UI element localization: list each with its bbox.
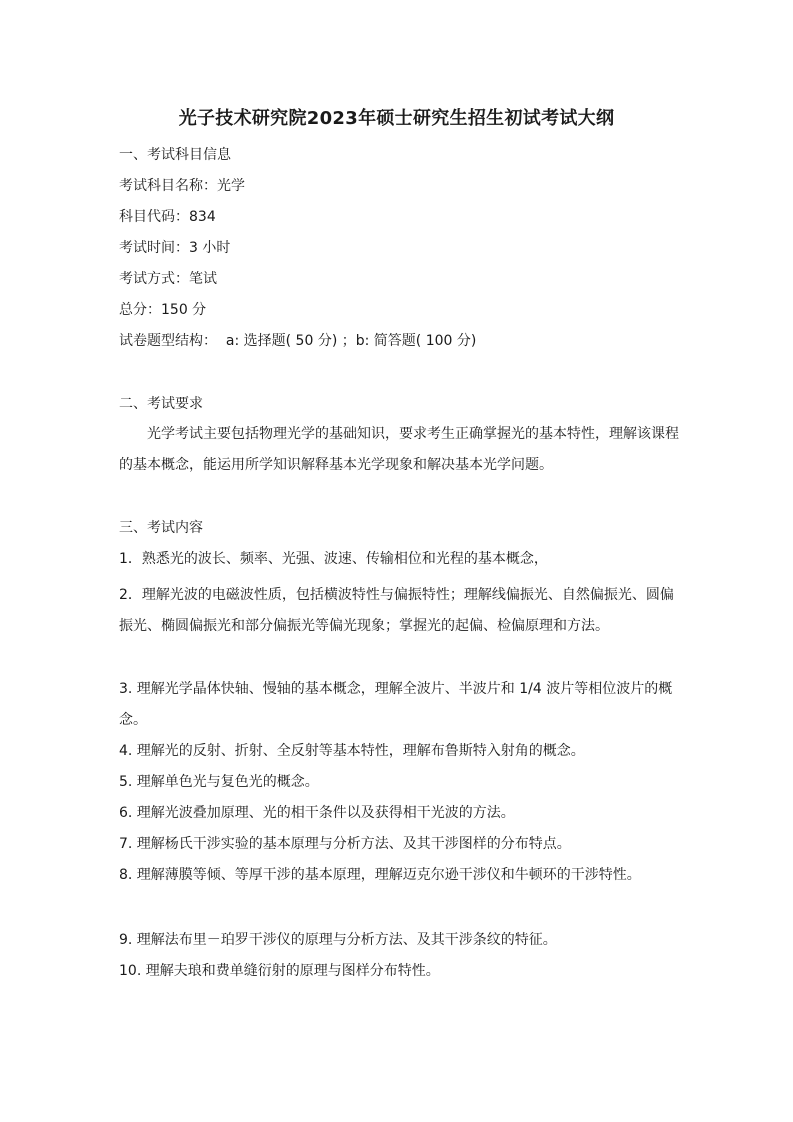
content-item: 6. 理解光波叠加原理、光的相干条件以及获得相干光波的方法。 [119,805,515,821]
section-heading-content: 三、考试内容 [119,520,203,536]
content-item: 1．熟悉光的波长、频率、光强、波速、传输相位和光程的基本概念， [119,551,548,567]
content-item: 8. 理解薄膜等倾、等厚干涉的基本原理，理解迈克尔逊干涉仪和牛顿环的干涉特性。 [119,867,641,883]
total-score: 总分：150 分 [119,302,207,318]
content-item: 2．理解光波的电磁波性质，包括横波特性与偏振特性；理解线偏振光、自然偏振光、圆偏振光、椭圆偏振光和部分偏振光等偏光现象；掌握光的起偏、检偏原理和方法。 [119,587,674,634]
content-item: 7. 理解杨氏干涉实验的基本原理与分析方法、及其干涉图样的分布特点。 [119,836,571,852]
requirements-paragraph: 光学考试主要包括物理光学的基础知识，要求考生正确掌握光的基本特性，理解该课程的基本概念，能运用所学知识解释基本光学现象和解决基本光学问题。 [119,426,679,473]
section-heading-requirements: 二、考试要求 [119,396,203,412]
content-item: 3. 理解光学晶体快轴、慢轴的基本概念，理解全波片、半波片和 1/4 波片等相位波片的概念。 [119,681,673,728]
content-item: 4. 理解光的反射、折射、全反射等基本特性，理解布鲁斯特入射角的概念。 [119,743,585,759]
content-item: 5. 理解单色光与复色光的概念。 [119,774,319,790]
section-heading-subject-info: 一、考试科目信息 [119,147,231,163]
subject-name: 考试科目名称：光学 [119,178,245,194]
content-item: 9. 理解法布里－珀罗干涉仪的原理与分析方法、及其干涉条纹的特征。 [119,932,557,948]
exam-time: 考试时间：3 小时 [119,240,231,256]
subject-code: 科目代码：834 [119,209,216,225]
exam-method: 考试方式：笔试 [119,271,217,287]
content-item: 10. 理解夫琅和费单缝衍射的原理与图样分布特性。 [119,963,440,979]
page-title: 光子技术研究院2023年硕士研究生招生初试考试大纲 [178,108,615,129]
paper-structure: 试卷题型结构： a: 选择题( 50 分) ；b: 简答题( 100 分) [119,333,477,349]
